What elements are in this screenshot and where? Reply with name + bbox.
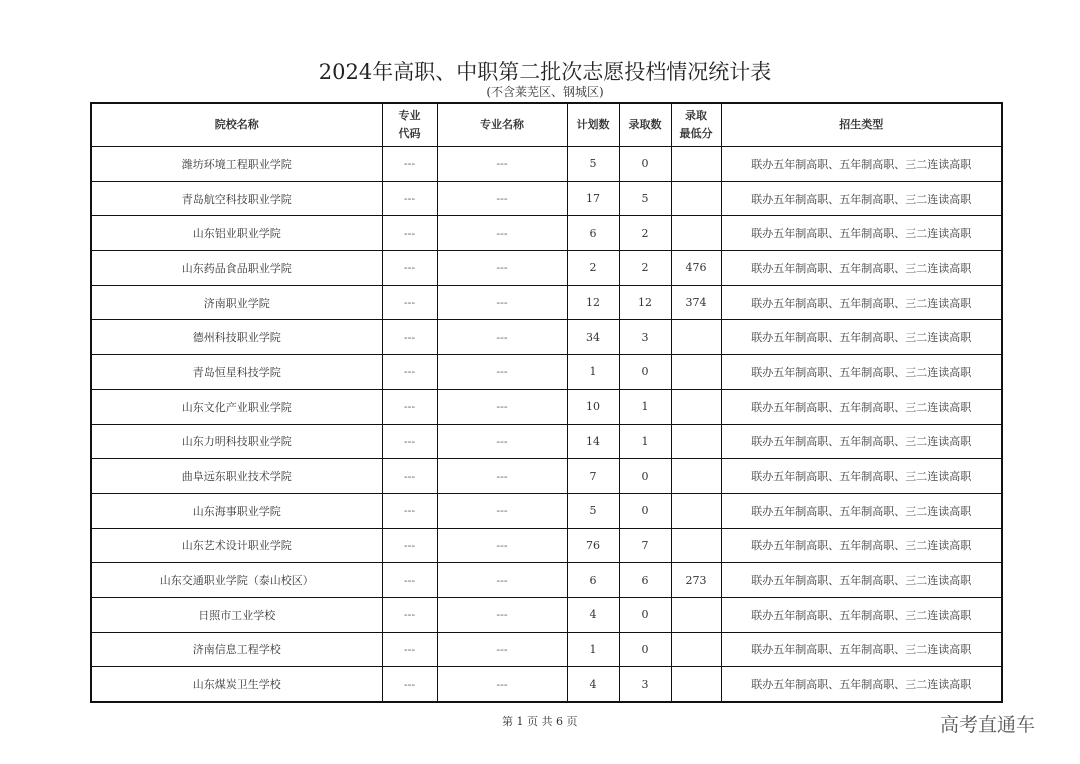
cell-enrollment-type: 联办五年制高职、五年制高职、三二连读高职 xyxy=(721,147,1002,182)
cell-major-code: --- xyxy=(382,147,437,182)
cell-admitted-count: 0 xyxy=(619,493,671,528)
cell-major-code: --- xyxy=(382,667,437,702)
cell-school-name: 山东文化产业职业学院 xyxy=(91,389,382,424)
cell-major-code: --- xyxy=(382,563,437,598)
cell-school-name: 青岛恒星科技学院 xyxy=(91,355,382,390)
cell-major-name: --- xyxy=(437,632,567,667)
cell-school-name: 日照市工业学校 xyxy=(91,597,382,632)
document-title: 2024年高职、中职第二批次志愿投档情况统计表 xyxy=(318,60,772,84)
cell-major-name: --- xyxy=(437,355,567,390)
cell-plan-count: 2 xyxy=(567,251,619,286)
cell-min-score xyxy=(671,597,721,632)
cell-major-code: --- xyxy=(382,285,437,320)
cell-school-name: 山东力明科技职业学院 xyxy=(91,424,382,459)
cell-major-name: --- xyxy=(437,493,567,528)
cell-admitted-count: 0 xyxy=(619,632,671,667)
cell-plan-count: 1 xyxy=(567,632,619,667)
table-row xyxy=(91,251,1002,286)
cell-school-name: 青岛航空科技职业学院 xyxy=(91,181,382,216)
cell-plan-count: 5 xyxy=(567,147,619,182)
cell-school-name: 山东铝业职业学院 xyxy=(91,216,382,251)
header-enrollment-type: 招生类型 xyxy=(721,103,1002,147)
cell-min-score: 374 xyxy=(671,285,721,320)
cell-major-name: --- xyxy=(437,216,567,251)
cell-min-score xyxy=(671,216,721,251)
cell-major-name: --- xyxy=(437,181,567,216)
cell-major-code: --- xyxy=(382,216,437,251)
cell-min-score: 273 xyxy=(671,563,721,598)
cell-major-name: --- xyxy=(437,285,567,320)
cell-admitted-count: 0 xyxy=(619,597,671,632)
cell-admitted-count: 7 xyxy=(619,528,671,563)
cell-major-name: --- xyxy=(437,528,567,563)
cell-plan-count: 5 xyxy=(567,493,619,528)
cell-min-score xyxy=(671,632,721,667)
cell-major-name: --- xyxy=(437,459,567,494)
cell-enrollment-type: 联办五年制高职、五年制高职、三二连读高职 xyxy=(721,424,1002,459)
cell-admitted-count: 12 xyxy=(619,285,671,320)
cell-major-code: --- xyxy=(382,459,437,494)
document-subtitle: (不含莱芜区、钢城区) xyxy=(486,85,604,99)
cell-min-score xyxy=(671,181,721,216)
cell-school-name: 山东海事职业学院 xyxy=(91,493,382,528)
page-number: 第 1 页 共 6 页 xyxy=(502,715,578,728)
cell-major-name: --- xyxy=(437,320,567,355)
table-row xyxy=(91,493,1002,528)
cell-enrollment-type: 联办五年制高职、五年制高职、三二连读高职 xyxy=(721,320,1002,355)
cell-enrollment-type: 联办五年制高职、五年制高职、三二连读高职 xyxy=(721,251,1002,286)
table-row xyxy=(91,424,1002,459)
cell-school-name: 潍坊环境工程职业学院 xyxy=(91,147,382,182)
cell-admitted-count: 3 xyxy=(619,320,671,355)
cell-school-name: 曲阜远东职业技术学院 xyxy=(91,459,382,494)
table-row xyxy=(91,459,1002,494)
cell-major-code: --- xyxy=(382,597,437,632)
cell-plan-count: 4 xyxy=(567,597,619,632)
header-min-score: 录取 最低分 xyxy=(671,103,721,147)
cell-major-code: --- xyxy=(382,251,437,286)
cell-major-name: --- xyxy=(437,597,567,632)
cell-plan-count: 17 xyxy=(567,181,619,216)
cell-admitted-count: 2 xyxy=(619,251,671,286)
cell-admitted-count: 1 xyxy=(619,424,671,459)
admission-table xyxy=(90,102,1003,703)
table-row xyxy=(91,528,1002,563)
cell-major-code: --- xyxy=(382,355,437,390)
cell-major-code: --- xyxy=(382,632,437,667)
cell-admitted-count: 0 xyxy=(619,355,671,390)
cell-plan-count: 6 xyxy=(567,216,619,251)
cell-admitted-count: 0 xyxy=(619,147,671,182)
table-row xyxy=(91,285,1002,320)
cell-major-code: --- xyxy=(382,424,437,459)
cell-enrollment-type: 联办五年制高职、五年制高职、三二连读高职 xyxy=(721,528,1002,563)
cell-plan-count: 10 xyxy=(567,389,619,424)
cell-min-score xyxy=(671,389,721,424)
cell-min-score xyxy=(671,355,721,390)
cell-major-code: --- xyxy=(382,181,437,216)
cell-plan-count: 14 xyxy=(567,424,619,459)
cell-enrollment-type: 联办五年制高职、五年制高职、三二连读高职 xyxy=(721,355,1002,390)
header-plan-count: 计划数 xyxy=(567,103,619,147)
cell-min-score xyxy=(671,667,721,702)
header-major-code: 专业 代码 xyxy=(382,103,437,147)
cell-plan-count: 12 xyxy=(567,285,619,320)
cell-min-score xyxy=(671,459,721,494)
table-row xyxy=(91,597,1002,632)
cell-enrollment-type: 联办五年制高职、五年制高职、三二连读高职 xyxy=(721,459,1002,494)
cell-school-name: 山东交通职业学院（泰山校区） xyxy=(91,563,382,598)
cell-min-score xyxy=(671,424,721,459)
cell-major-name: --- xyxy=(437,251,567,286)
cell-plan-count: 76 xyxy=(567,528,619,563)
table-row xyxy=(91,320,1002,355)
cell-plan-count: 7 xyxy=(567,459,619,494)
table-header-row xyxy=(91,103,1002,147)
cell-enrollment-type: 联办五年制高职、五年制高职、三二连读高职 xyxy=(721,632,1002,667)
cell-major-code: --- xyxy=(382,320,437,355)
table-row xyxy=(91,216,1002,251)
cell-major-code: --- xyxy=(382,528,437,563)
header-admitted-count: 录取数 xyxy=(619,103,671,147)
cell-school-name: 济南信息工程学校 xyxy=(91,632,382,667)
cell-school-name: 山东艺术设计职业学院 xyxy=(91,528,382,563)
cell-admitted-count: 1 xyxy=(619,389,671,424)
cell-plan-count: 6 xyxy=(567,563,619,598)
cell-enrollment-type: 联办五年制高职、五年制高职、三二连读高职 xyxy=(721,285,1002,320)
cell-enrollment-type: 联办五年制高职、五年制高职、三二连读高职 xyxy=(721,563,1002,598)
header-major-name: 专业名称 xyxy=(437,103,567,147)
table-row xyxy=(91,632,1002,667)
cell-admitted-count: 6 xyxy=(619,563,671,598)
cell-major-name: --- xyxy=(437,147,567,182)
cell-enrollment-type: 联办五年制高职、五年制高职、三二连读高职 xyxy=(721,216,1002,251)
cell-min-score xyxy=(671,147,721,182)
table-row xyxy=(91,181,1002,216)
table-row xyxy=(91,355,1002,390)
cell-enrollment-type: 联办五年制高职、五年制高职、三二连读高职 xyxy=(721,597,1002,632)
cell-major-code: --- xyxy=(382,389,437,424)
cell-major-name: --- xyxy=(437,563,567,598)
table-row xyxy=(91,667,1002,702)
watermark: 高考直通车 xyxy=(940,714,1036,736)
header-school-name: 院校名称 xyxy=(91,103,382,147)
cell-major-name: --- xyxy=(437,667,567,702)
cell-plan-count: 1 xyxy=(567,355,619,390)
cell-major-code: --- xyxy=(382,493,437,528)
cell-admitted-count: 3 xyxy=(619,667,671,702)
table-row xyxy=(91,563,1002,598)
cell-admitted-count: 0 xyxy=(619,459,671,494)
cell-school-name: 山东煤炭卫生学校 xyxy=(91,667,382,702)
cell-min-score: 476 xyxy=(671,251,721,286)
cell-admitted-count: 2 xyxy=(619,216,671,251)
cell-plan-count: 34 xyxy=(567,320,619,355)
cell-school-name: 山东药品食品职业学院 xyxy=(91,251,382,286)
cell-min-score xyxy=(671,528,721,563)
table-row xyxy=(91,147,1002,182)
cell-enrollment-type: 联办五年制高职、五年制高职、三二连读高职 xyxy=(721,389,1002,424)
cell-major-name: --- xyxy=(437,389,567,424)
cell-school-name: 德州科技职业学院 xyxy=(91,320,382,355)
cell-school-name: 济南职业学院 xyxy=(91,285,382,320)
cell-enrollment-type: 联办五年制高职、五年制高职、三二连读高职 xyxy=(721,181,1002,216)
cell-min-score xyxy=(671,320,721,355)
table-row xyxy=(91,389,1002,424)
cell-enrollment-type: 联办五年制高职、五年制高职、三二连读高职 xyxy=(721,667,1002,702)
cell-min-score xyxy=(671,493,721,528)
cell-major-name: --- xyxy=(437,424,567,459)
cell-admitted-count: 5 xyxy=(619,181,671,216)
cell-enrollment-type: 联办五年制高职、五年制高职、三二连读高职 xyxy=(721,493,1002,528)
cell-plan-count: 4 xyxy=(567,667,619,702)
